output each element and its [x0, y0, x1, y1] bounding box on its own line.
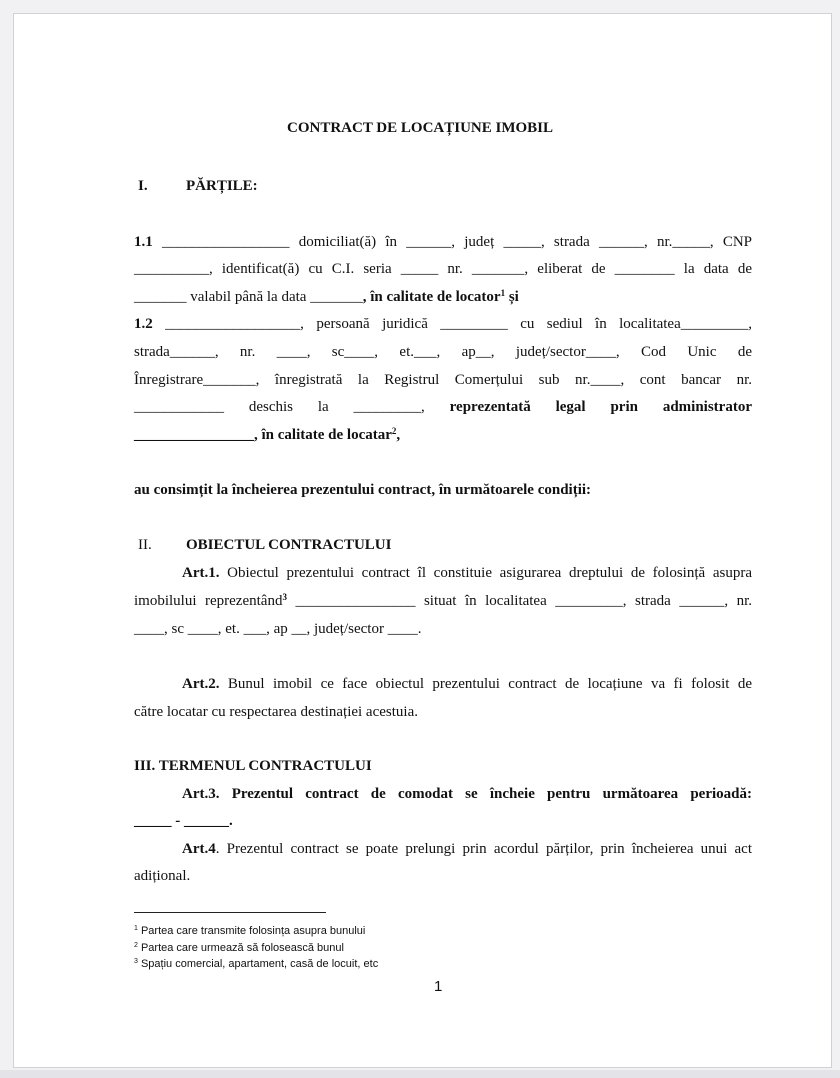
footnote-separator [134, 912, 326, 913]
section-1-number: I. [138, 178, 148, 194]
party-1-line-2: __________, identificat(ă) cu C.I. seria _____ nr. _______, eliberat de ________ la data de [134, 261, 752, 277]
art-2-line-1: Art.2. Bunul imobil ce face obiectul prezentului contract de locațiune va fi folosit de [182, 676, 752, 692]
section-1-heading [134, 176, 752, 196]
next-page-edge [0, 1070, 840, 1078]
art-3-line-2: _____ - ______. [134, 813, 233, 829]
art-1-line-1: Art.1. Obiectul prezentului contract îl constituie asigurarea dreptului de folosință asupra [182, 565, 752, 581]
section-2-number: II. [138, 537, 152, 553]
art-4-line-2: adițional. [134, 868, 191, 884]
art-4-line-1: Art.4. Prezentul contract se poate prelungi prin acordul părților, prin încheierea unui act [182, 841, 752, 857]
art-1-line-2: imobilului reprezentând$^3$ ________________ situat în localitatea _________, strada ______, nr. [134, 592, 752, 609]
footnote-2: $^2$ Partea care urmează să folosească bunul [134, 942, 344, 954]
page-number: 1 [434, 978, 443, 995]
party-2-line-3: Înregistrare_______, înregistrată la Registrul Comerțului sub nr.____, cont bancar nr. [134, 372, 752, 388]
document-title: CONTRACT DE LOCAȚIUNE IMOBIL [286, 120, 553, 136]
party-2-line-5: ________________, în calitate de locatar$^2$, [134, 426, 401, 443]
party-1-line-3: _______ valabil până la data _______, în calitate de locator$^1$ și [134, 288, 519, 305]
footnote-3: $^3$ Spațiu comercial, apartament, casă de locuit, etc [134, 958, 379, 970]
footnote-1: $^1$ Partea care transmite folosința asupra bunului [134, 925, 366, 937]
consent-statement: au consimțit la încheierea prezentului contract, în următoarele condiții: [134, 482, 592, 498]
party-2-line-1: 1.2 __________________, persoană juridică _________ cu sediul în localitatea_________, [134, 316, 752, 332]
art-2-line-2: către locatar cu respectarea destinației acestuia. [134, 704, 418, 720]
section-2-title: OBIECTUL CONTRACTULUI [186, 537, 392, 553]
party-2-line-2: strada______, nr. ____, sc____, et.___, ap__, județ/sector____, Cod Unic de [134, 344, 752, 360]
section-3-heading: III. TERMENUL CONTRACTULUI [134, 758, 372, 774]
art-3-line-1: Art.3. Prezentul contract de comodat se încheie pentru următoarea perioadă: [182, 786, 752, 802]
section-2-heading [134, 535, 752, 555]
party-1-line-1: 1.1 _________________ domiciliat(ă) în ______, județ _____, strada ______, nr._____, CNP [134, 234, 753, 250]
art-1-line-3: ____, sc ____, et. ___, ap __, județ/sector ____. [134, 621, 422, 637]
party-2-line-4: ____________ deschis la _________, reprezentată legal prin administrator [134, 399, 752, 415]
section-1-title: PĂRȚILE: [186, 178, 258, 194]
